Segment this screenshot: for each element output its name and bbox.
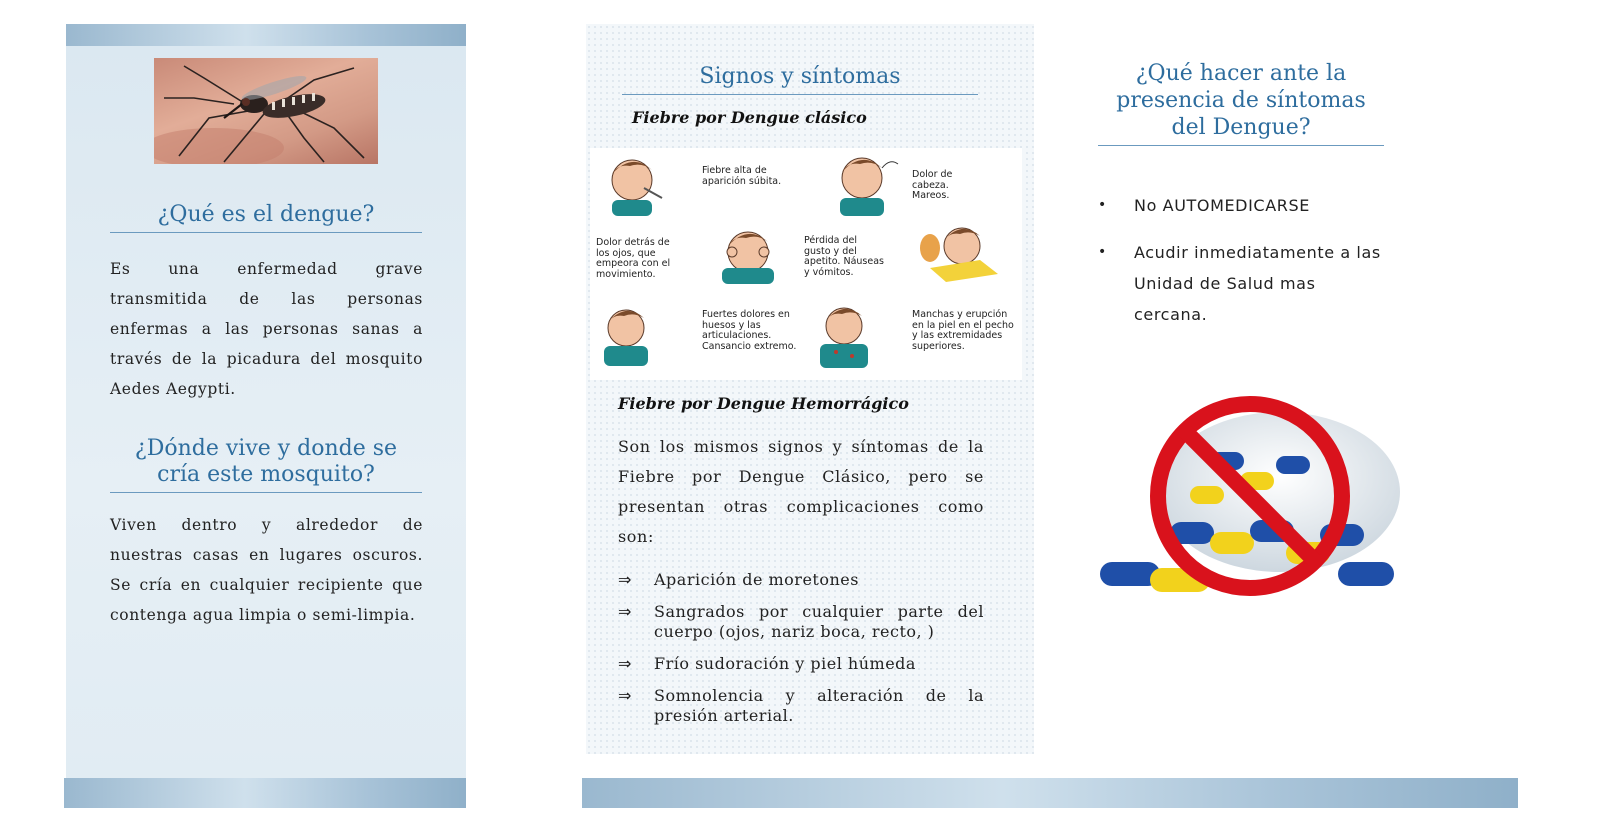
left-top-bar: [66, 24, 466, 46]
what-is-dengue-heading: ¿Qué es el dengue?: [110, 202, 422, 233]
arrow-icon: ⇒: [618, 654, 632, 673]
bullet-icon: •: [1098, 244, 1107, 260]
arrow-icon: ⇒: [618, 686, 632, 705]
signs-symptoms-heading: Signos y síntomas: [622, 64, 978, 95]
symptom-caption: Dolor detrás de los ojos, que empeora con el movimiento.: [596, 237, 671, 280]
hemorrhagic-dengue-subtitle: Fiebre por Dengue Hemorrágico: [618, 394, 909, 413]
what-is-dengue-text: Es una enfermedad grave transmitida de las personas enfermas a las personas sanas a través de la picadura del mosquito Aedes Aegypti.: [110, 260, 423, 398]
where-mosquito-lives-heading: ¿Dónde vive y donde se cría este mosquito?: [110, 436, 422, 493]
list-item: ⇒ Aparición de moretones: [618, 570, 859, 589]
list-item: • No AUTOMEDICARSE: [1098, 190, 1386, 221]
bullet-icon: •: [1098, 197, 1107, 213]
bottom-bar: [582, 778, 1518, 808]
symptom-caption: Pérdida del gusto y del apetito. Náuseas y vómitos.: [804, 235, 884, 278]
symptom-caption: Dolor de cabeza. Mareos.: [912, 169, 953, 201]
symptom-caption: Fuertes dolores en huesos y las articulaciones. Cansancio extremo.: [702, 309, 797, 352]
symptom-caption: Fiebre alta de aparición súbita.: [702, 165, 782, 187]
arrow-icon: ⇒: [618, 570, 632, 589]
face-nausea-icon: [920, 228, 998, 282]
face-headache-icon: [840, 158, 898, 216]
what-to-do-heading: ¿Qué hacer ante la presencia de síntomas del Dengue?: [1098, 60, 1384, 146]
face-joint-pain-icon: [604, 310, 648, 366]
face-fever-icon: [612, 160, 662, 216]
symptom-illustration: [590, 148, 1022, 380]
symptom-caption: Manchas y erupción en la piel en el pecho y las extremidades superiores.: [912, 309, 1014, 352]
hemorrhagic-dengue-text: Son los mismos signos y síntomas de la Fiebre por Dengue Clásico, pero se presentan otras complicaciones como son:: [618, 437, 984, 546]
mosquito-photo: [154, 58, 378, 164]
arrow-icon: ⇒: [618, 602, 632, 621]
where-mosquito-lives-text: Viven dentro y alrededor de nuestras casas en lugares oscuros. Se cría en cualquier recipiente que contenga agua limpia o semi-limpia.: [110, 516, 423, 624]
what-to-do-list: [1098, 190, 1386, 346]
complications-list: [618, 570, 984, 738]
list-item: ⇒ Frío sudoración y piel húmeda: [618, 654, 916, 673]
classic-dengue-subtitle: Fiebre por Dengue clásico: [632, 108, 867, 127]
list-item: ⇒ Sangrados por cualquier parte del cuerpo (ojos, nariz boca, recto, ): [618, 602, 984, 641]
list-item: • Acudir inmediatamente a las Unidad de Salud mas cercana.: [1098, 237, 1386, 330]
face-rash-icon: [820, 308, 868, 368]
list-item: ⇒ Somnolencia y alteración de la presión arterial.: [618, 686, 984, 725]
no-medication-icon: [1090, 392, 1420, 612]
face-eye-pain-icon: [722, 232, 774, 284]
left-bottom-bar: [64, 778, 466, 808]
